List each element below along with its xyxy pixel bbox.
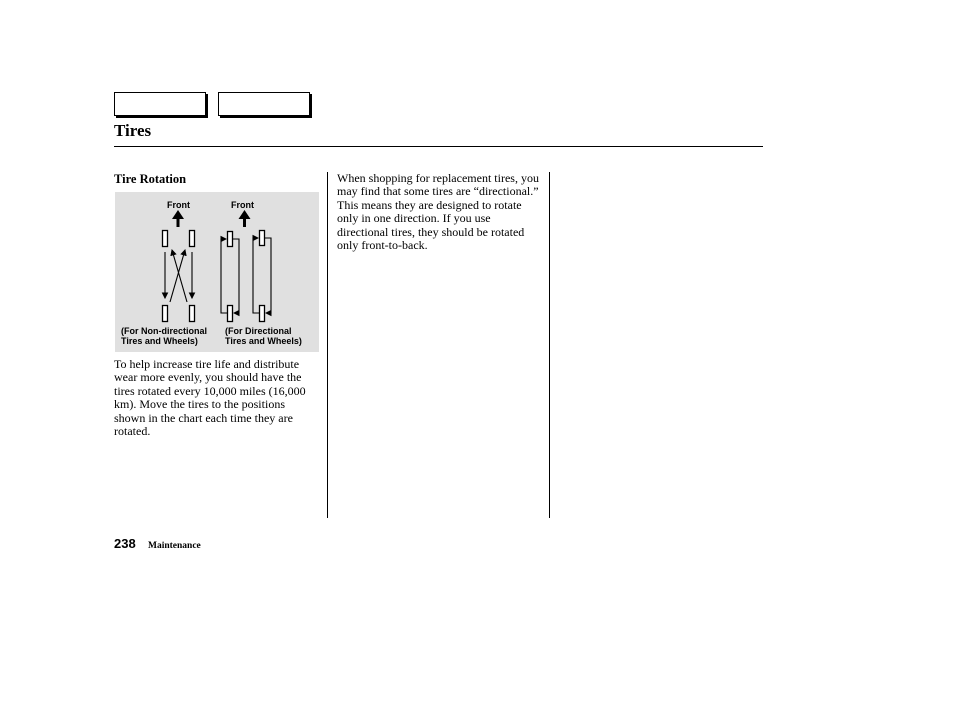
section-heading: Tire Rotation	[114, 172, 187, 186]
tire-icons-directional	[228, 231, 265, 322]
nav-button-previous[interactable]	[114, 92, 206, 116]
front-arrow-icon-right	[239, 210, 251, 227]
front-label-left: Front	[167, 200, 190, 210]
column-divider-left	[327, 172, 328, 518]
front-label-right: Front	[231, 200, 254, 210]
footer-section-name: Maintenance	[148, 541, 201, 551]
page-number: 238	[114, 536, 136, 551]
tire-icons-non-directional	[163, 231, 195, 322]
page-title: Tires	[114, 121, 152, 140]
rotation-arrows-non-directional	[165, 250, 192, 302]
directional-tires-paragraph: When shopping for replacement tires, you may find that some tires are “directional.” This means they are designed to rotate only in one direction. If you use directional tires, they should be rotated only front-to-back.	[337, 171, 539, 253]
caption-directional	[225, 326, 302, 346]
title-divider	[114, 146, 763, 147]
caption-directional-line2: Tires and Wheels)	[225, 336, 302, 346]
tire-rotation-diagram	[115, 192, 319, 352]
caption-non-directional-line2: Tires and Wheels)	[121, 336, 198, 346]
column-divider-right	[549, 172, 550, 518]
rotation-arrows-directional	[221, 238, 271, 313]
nav-button-next[interactable]	[218, 92, 310, 116]
caption-non-directional	[121, 326, 207, 346]
caption-non-directional-line1: (For Non-directional	[121, 326, 207, 336]
caption-directional-line1: (For Directional	[225, 326, 292, 336]
front-arrow-icon-left	[172, 210, 184, 227]
rotation-instructions-paragraph: To help increase tire life and distribute wear more evenly, you should have the tires rotated every 10,000 miles (16,000 km). Move the tires to the positions shown in the chart each time they are rotated.	[114, 357, 306, 439]
